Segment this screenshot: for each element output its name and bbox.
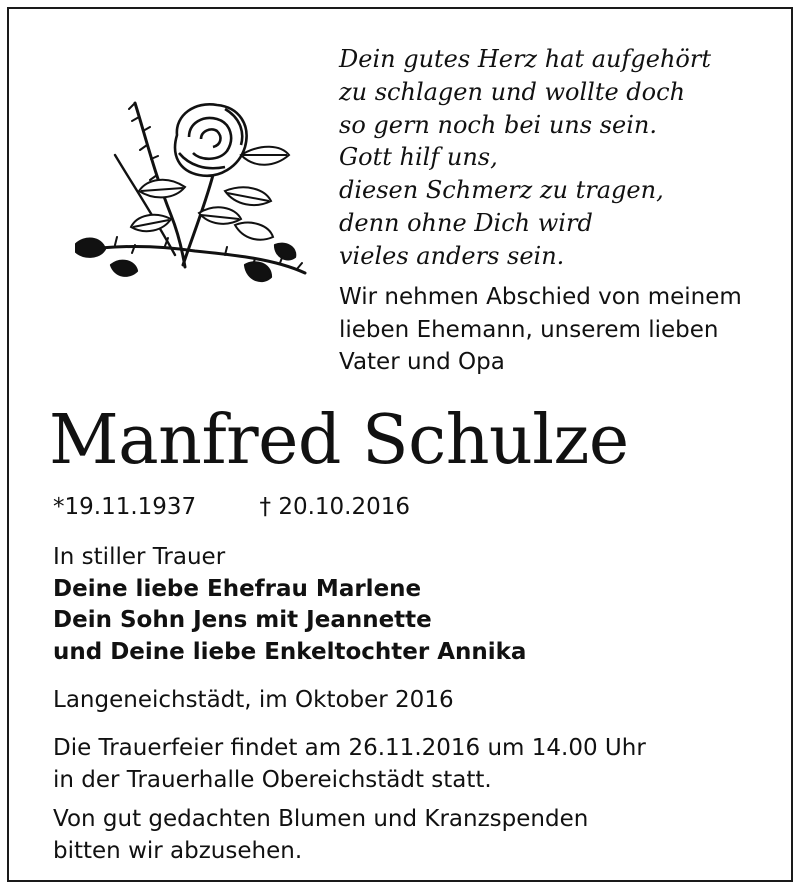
farewell-line: Wir nehmen Abschied von meinem [339,284,742,310]
obituary-notice [7,7,793,882]
farewell-line: Vater und Opa [339,349,505,375]
place-date [53,685,454,717]
ceremony-info [53,733,646,796]
flowers-note [53,804,588,867]
deceased-name: Manfred Schulze [49,401,629,480]
poem-line: vieles anders sein. [339,241,565,270]
farewell-line: lieben Ehemann, unserem lieben [339,316,719,343]
mourners [53,542,526,668]
poem-line: Gott hilf uns, [339,143,498,172]
mourner-name: und Deine liebe Enkeltochter Annika [53,638,527,665]
poem-line: zu schlagen und wollte doch [339,77,686,106]
mourners-intro: In stiller Trauer [53,544,226,570]
poem-line: so gern noch bei uns sein. [339,110,657,139]
birth-date: *19.11.1937 [53,494,197,520]
poem [339,43,779,273]
life-dates [53,492,410,522]
flowers-line: bitten wir abzusehen. [53,837,303,864]
mourner-name: Dein Sohn Jens mit Jeannette [53,607,432,633]
ceremony-line: Die Trauerfeier findet am 26.11.2016 um 14.00 Uhr [53,735,646,761]
poem-line: diesen Schmerz zu tragen, [339,176,664,205]
mourner-name: Deine liebe Ehefrau Marlene [53,575,422,602]
flowers-line: Von gut gedachten Blumen und Kranzspenden [53,806,589,832]
farewell-text [339,281,789,379]
death-date: † 20.10.2016 [259,494,411,520]
poem-line: denn ohne Dich wird [339,208,593,237]
rose-icon [75,95,311,295]
ceremony-line: in der Trauerhalle Obereichstädt statt. [53,766,492,793]
poem-line: Dein gutes Herz hat aufgehört [339,45,711,73]
place-date-text: Langeneichstädt, im Oktober 2016 [53,687,454,713]
